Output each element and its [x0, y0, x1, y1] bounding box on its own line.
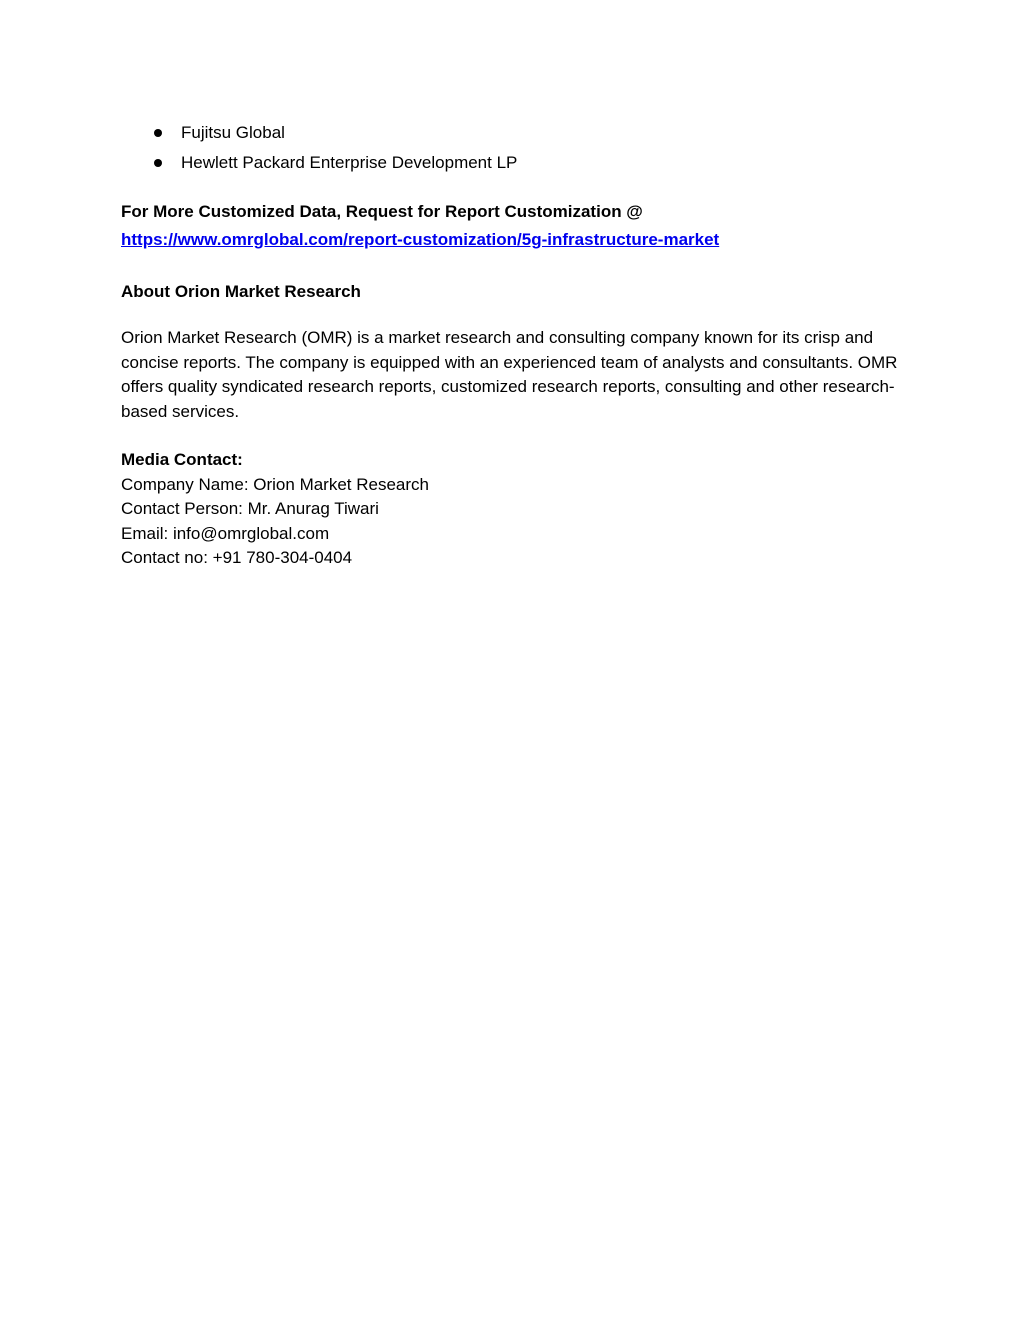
phone-line: Contact no: +91 780-304-0404 [121, 548, 353, 567]
list-item-text: Fujitsu Global [181, 123, 285, 142]
company-list [121, 118, 911, 178]
contact-person-line: Contact Person: Mr. Anurag Tiwari [121, 499, 379, 518]
media-contact-block [121, 448, 911, 571]
bullet-icon [154, 129, 162, 137]
list-item [121, 118, 911, 148]
bullet-icon [154, 159, 162, 167]
company-name-line: Company Name: Orion Market Research [121, 474, 430, 494]
customization-link[interactable]: https://www.omrglobal.com/report-customization/5g-infrastructure-market [121, 230, 720, 249]
email-line: Email: info@omrglobal.com [121, 523, 330, 543]
customization-callout [121, 198, 911, 254]
list-item [121, 148, 911, 178]
about-paragraph: Orion Market Research (OMR) is a market research and consulting company known for its crisp and concise reports. The company is equipped with an experienced team of analysts and consultants. OMR offers quality syndicated research reports, customized research reports, consulting and other research-based services. [121, 328, 898, 421]
list-item-text: Hewlett Packard Enterprise Development LP [181, 153, 518, 172]
document-page [121, 118, 911, 571]
callout-text: For More Customized Data, Request for Report Customization @ [121, 202, 643, 221]
media-contact-heading: Media Contact: [121, 450, 243, 469]
about-heading: About Orion Market Research [121, 282, 361, 301]
